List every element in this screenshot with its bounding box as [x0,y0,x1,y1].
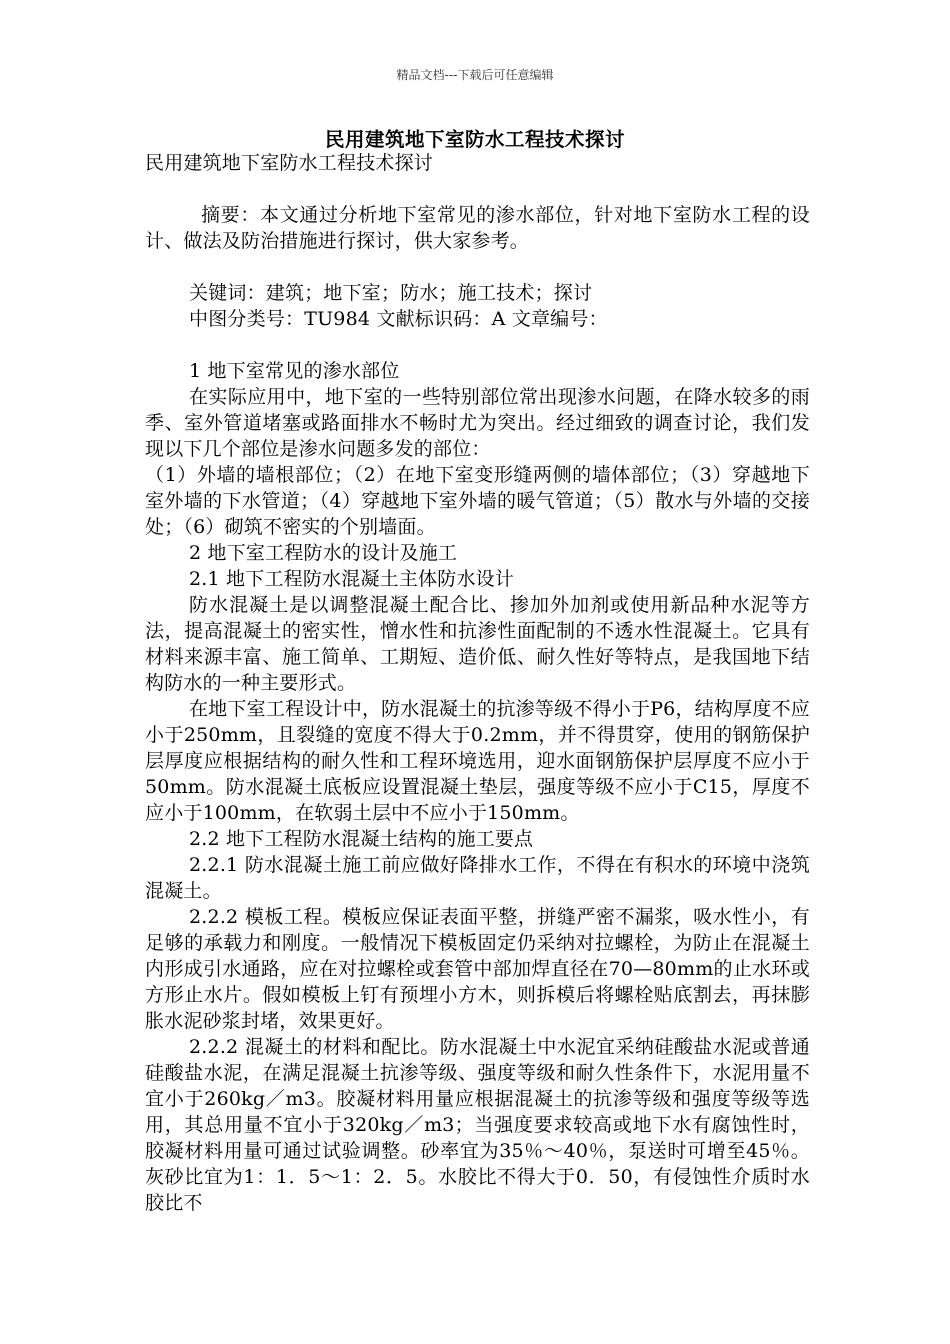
section-2-1-heading: 2.1 地下工程防水混凝土主体防水设计 [189,568,515,590]
section-1-heading: 1 地下室常见的渗水部位 [189,360,400,382]
document-body [145,150,810,1216]
document-title: 民用建筑地下室防水工程技术探讨 [324,128,625,151]
abstract-paragraph: 摘要：本文通过分析地下室常见的渗水部位，针对地下室防水工程的设计、做法及防治措施进行探讨，供大家参考。 [145,204,810,252]
spacer [145,332,810,358]
keywords-line: 关键词：建筑；地下室；防水；施工技术；探讨 [189,282,593,304]
section-1-list: （1）外墙的墙根部位；（2）在地下室变形缝两侧的墙体部位；（3）穿越地下室外墙的下水管道；（4）穿越地下室外墙的暖气管道；（5）散水与外墙的交接处；（6）砌筑不密实的个别墙面。 [145,464,810,538]
section-2-2-2-materials-paragraph: 2.2.2 混凝土的材料和配比。防水混凝土中水泥宜采纳硅酸盐水泥或普通硅酸盐水泥，在满足混凝土抗渗等级、强度等级和耐久性条件下，水泥用量不宜小于260kg／m3。胶凝材料用量应根据混凝土的抗渗等级和强度等级等选用，其总用量不宜小于320kg／m3；当强度要求较高或地下水有腐蚀性时，胶凝材料用量可通过试验调整。砂率宜为35％～40％，泵送时可增至45％。灰砂比宜为1：1．5～1：2．5。水胶比不得大于0．50，有侵蚀性介质时水胶比不 [145,1036,810,1214]
spacer [145,254,810,280]
section-2-1-paragraph-2: 在地下室工程设计中，防水混凝土的抗渗等级不得小于P6，结构厚度不应小于250mm，且裂缝的宽度不得大于0.2mm，并不得贯穿，使用的钢筋保护层厚度应根据结构的耐久性和工程环境选用，迎水面钢筋保护层厚度不应小于50mm。防水混凝土底板应设置混凝土垫层，强度等级不应小于C15，厚度不应小于100mm，在软弱土层中不应小于150mm。 [145,698,810,824]
section-2-2-heading: 2.2 地下工程防水混凝土结构的施工要点 [189,828,534,850]
section-2-1-paragraph-1: 防水混凝土是以调整混凝土配合比、掺加外加剂或使用新品种水泥等方法，提高混凝土的密实性，憎水性和抗渗性面配制的不透水性混凝土。它具有材料来源丰富、施工简单、工期短、造价低、耐久性好等特点，是我国地下结构防水的一种主要形式。 [145,594,810,694]
section-2-2-1-paragraph: 2.2.1 防水混凝土施工前应做好降排水工作，不得在有积水的环境中浇筑混凝土。 [145,854,810,902]
section-1-paragraph: 在实际应用中，地下室的一些特别部位常出现渗水问题，在降水较多的雨季、室外管道堵塞或路面排水不畅时尤为突出。经过细致的调查讨论，我们发现以下几个部位是渗水问题多发的部位： [145,386,810,460]
spacer [145,176,810,202]
section-2-2-2-formwork-paragraph: 2.2.2 模板工程。模板应保证表面平整，拼缝严密不漏浆，吸水性小，有足够的承载力和刚度。一般情况下模板固定仍采纳对拉螺栓，为防止在混凝土内形成引水通路，应在对拉螺栓或套管中部加焊直径在70—80mm的止水环或方形止水片。假如模板上钉有预埋小方木，则拆模后将螺栓贴底割去，再抹膨胀水泥砂浆封堵，效果更好。 [145,906,810,1032]
document-subtitle: 民用建筑地下室防水工程技术探讨 [145,152,434,174]
header-note: 精品文档---下载后可任意编辑 [396,68,554,82]
section-2-heading: 2 地下室工程防水的设计及施工 [189,542,458,564]
classification-line: 中图分类号：TU984 文献标识码：A 文章编号： [189,308,608,330]
